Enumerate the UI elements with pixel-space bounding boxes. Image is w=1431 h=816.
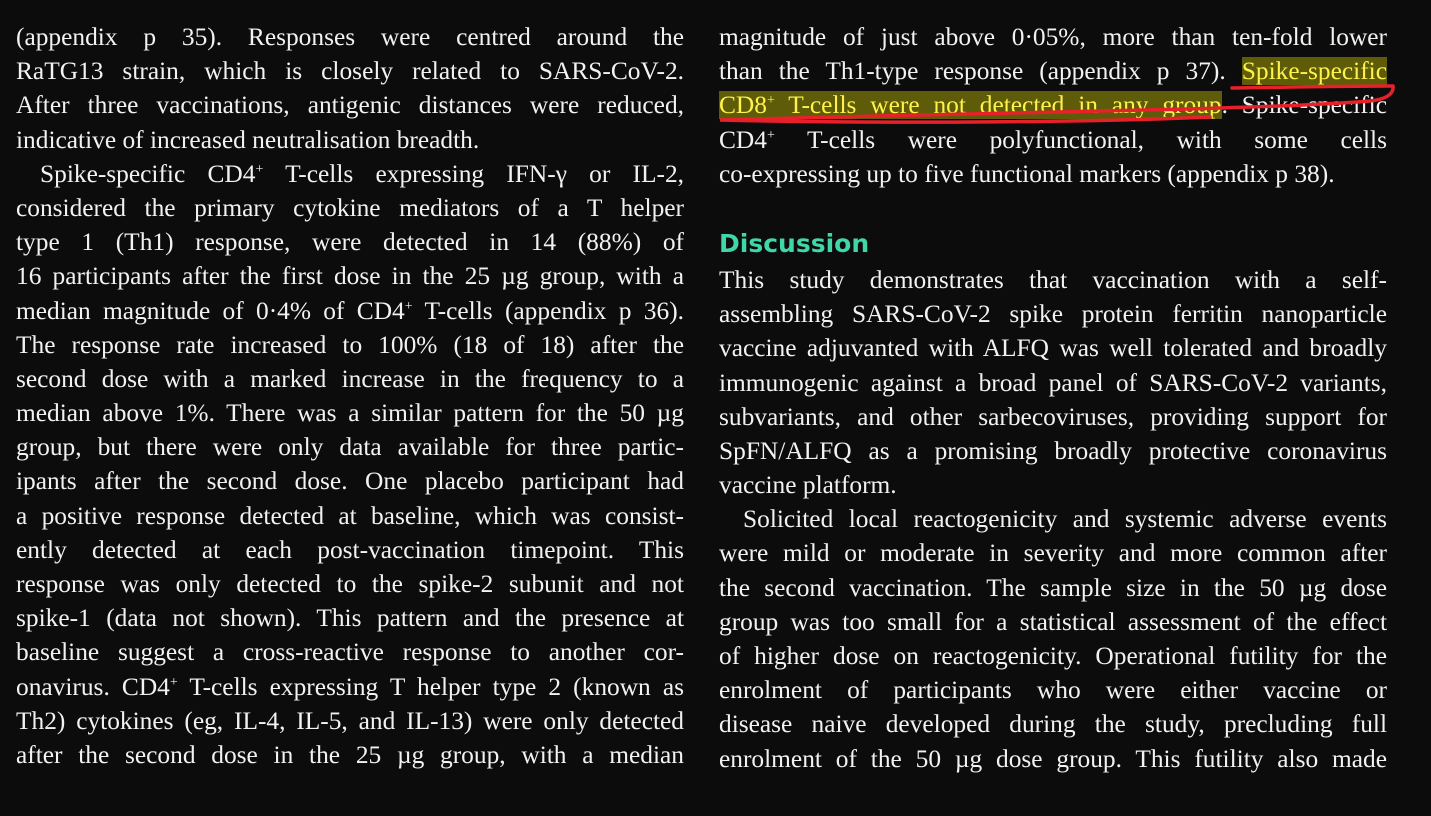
text-line: Solicited local reactogenicity and systemic adverse events xyxy=(743,505,1387,534)
text-line: the second vaccination. The sample size in the 50 µg dose xyxy=(719,573,1387,602)
text-line: disease naive developed during the study, precluding full xyxy=(719,710,1387,739)
text-line: subvariants, and other sarbecoviruses, providing support for xyxy=(719,402,1387,431)
text-line: CD4+ T-cells were polyfunctional, with some cells xyxy=(719,125,1387,154)
text-line: median magnitude of 0·4% of CD4+ T-cells (appendix p 36). xyxy=(16,296,684,325)
text-line: spike-1 (data not shown). This pattern and the presence at xyxy=(16,604,684,633)
text-line: after the second dose in the 25 µg group, with a median xyxy=(16,740,684,769)
text-line: considered the primary cytokine mediators of a T helper xyxy=(16,193,684,222)
text-line: RaTG13 strain, which is closely related to SARS-CoV-2. xyxy=(16,57,684,86)
text-line: magnitude of just above 0·05%, more than ten-fold lower xyxy=(719,23,1387,51)
text-line: assembling SARS-CoV-2 spike protein ferritin nanoparticle xyxy=(719,300,1387,329)
highlighted-text: Spike-specific xyxy=(1241,57,1387,86)
left-column xyxy=(16,20,684,772)
text-line: Th2) cytokines (eg, IL-4, IL-5, and IL-13) were only detected xyxy=(16,706,684,735)
right-column xyxy=(719,20,1387,776)
text-line: median above 1%. There was a similar pattern for the 50 µg xyxy=(16,399,684,428)
text-line: immunogenic against a broad panel of SARS-CoV-2 variants, xyxy=(719,368,1387,397)
text-line: enrolment of the 50 µg dose group. This futility also made xyxy=(719,744,1387,773)
text-line: vaccine platform. xyxy=(719,471,897,500)
text-line: The response rate increased to 100% (18 of 18) after the xyxy=(16,330,684,359)
text-line: CD8+ T-cells were not detected in any group. Spike-specific xyxy=(719,91,1388,120)
text-line: type 1 (Th1) response, were detected in 14 (88%) of xyxy=(16,228,684,257)
text-line: of higher dose on reactogenicity. Operational futility for the xyxy=(719,642,1387,670)
text-line: than the Th1-type response (appendix p 37). Spike-specific xyxy=(719,57,1387,86)
text-line: baseline suggest a cross-reactive response to another cor- xyxy=(16,638,684,667)
text-line: group, but there were only data available for three partic- xyxy=(16,433,684,462)
text-line: response was only detected to the spike-2 subunit and not xyxy=(16,570,684,598)
text-line: second dose with a marked increase in the frequency to a xyxy=(16,364,684,393)
text-line: ipants after the second dose. One placebo participant had xyxy=(16,467,684,496)
text-line: 16 participants after the first dose in the 25 µg group, with a xyxy=(16,262,684,291)
text-line: a positive response detected at baseline, which was consist- xyxy=(16,501,684,530)
text-line: After three vaccinations, antigenic distances were reduced, xyxy=(16,91,684,120)
text-line: enrolment of participants who were either vaccine or xyxy=(719,676,1387,705)
text-line: were mild or moderate in severity and more common after xyxy=(719,539,1387,568)
section-gap xyxy=(719,191,1387,224)
text-line: (appendix p 35). Responses were centred around the xyxy=(16,23,684,51)
text-line: indicative of increased neutralisation breadth. xyxy=(16,125,480,154)
text-line: co-expressing up to five functional markers (appendix p 38). xyxy=(719,159,1335,188)
highlighted-text: CD8+ T-cells were not detected in any group xyxy=(719,91,1222,120)
text-line: ently detected at each post-vaccination timepoint. This xyxy=(16,535,684,564)
text-line: vaccine adjuvanted with ALFQ was well tolerated and broadly xyxy=(719,334,1387,363)
text-line: onavirus. CD4+ T-cells expressing T helper type 2 (known as xyxy=(16,672,684,701)
text-line: Spike-specific CD4+ T-cells expressing IFN-γ or IL-2, xyxy=(40,159,684,188)
text-line: group was too small for a statistical assessment of the effect xyxy=(719,607,1387,636)
section-heading: Discussion xyxy=(719,228,870,258)
text-line: SpFN/ALFQ as a promising broadly protective coronavirus xyxy=(719,436,1387,465)
text-line: This study demonstrates that vaccination with a self- xyxy=(719,265,1387,294)
